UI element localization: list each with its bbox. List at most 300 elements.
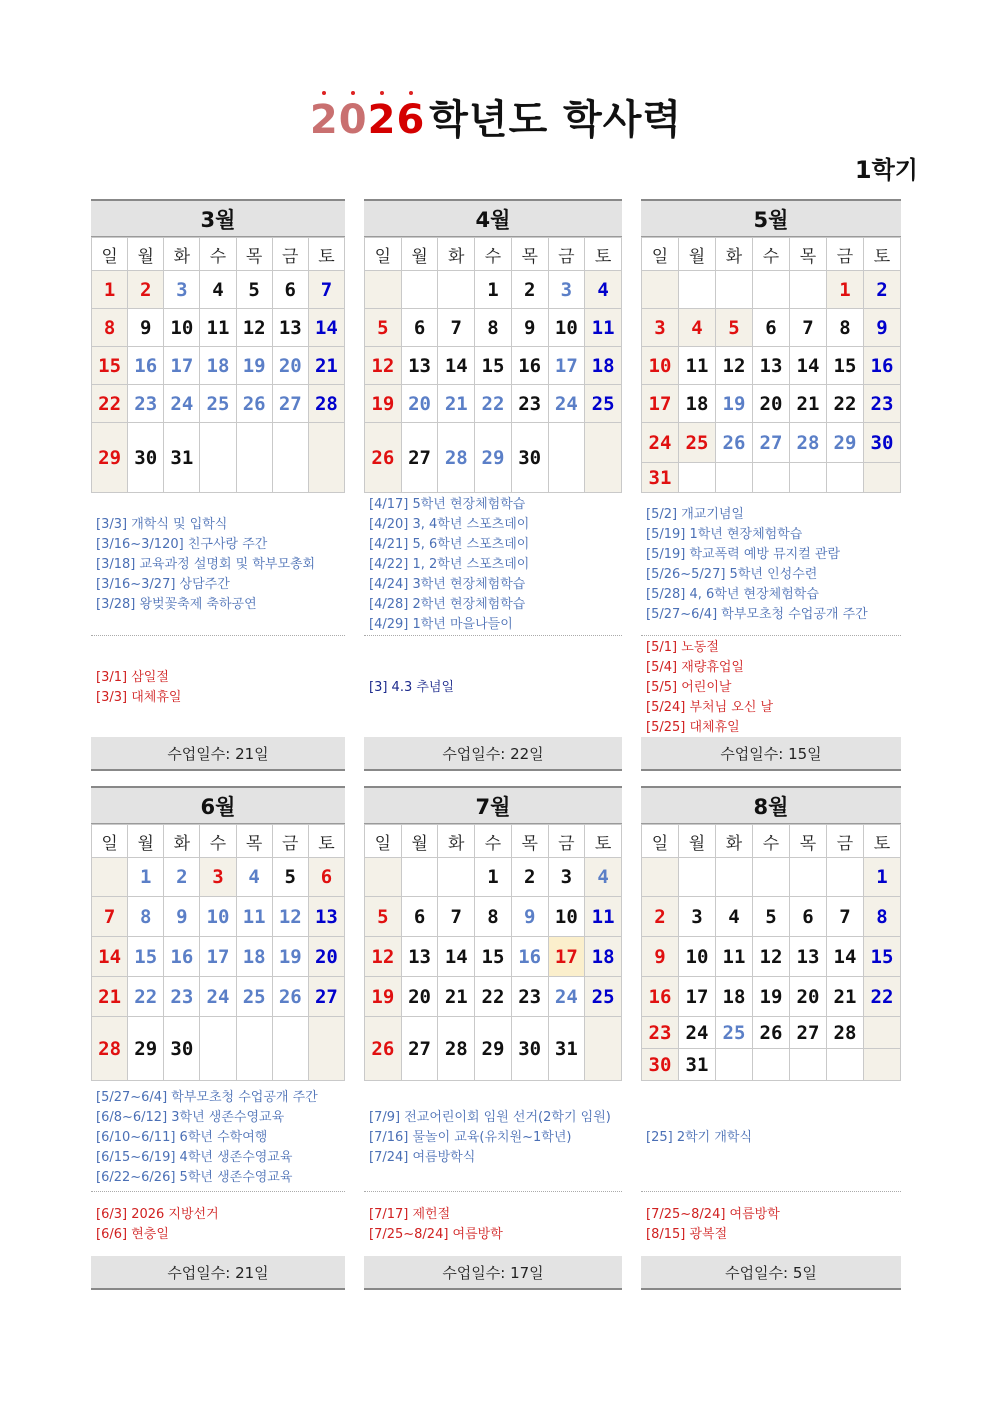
day-cell [585,1017,622,1081]
day-cell: 28 [827,1017,864,1049]
weekday-header: 토 [585,825,622,858]
weekday-header: 목 [790,238,827,271]
week-row [365,271,622,309]
week-row [642,1049,901,1081]
day-cell: 2 [511,271,548,309]
weekday-header: 토 [864,238,901,271]
day-cell: 14 [92,937,128,977]
day-cell: 17 [200,937,236,977]
day-cell: 11 [585,309,622,347]
day-cell: 5 [716,309,753,347]
weekday-header: 화 [438,238,475,271]
week-row [92,347,345,385]
day-cell: 26 [753,1017,790,1049]
day-cell: 10 [164,309,200,347]
day-cell: 28 [308,385,344,423]
day-cell: 18 [585,937,622,977]
day-cell: 1 [475,271,512,309]
day-cell: 19 [365,385,402,423]
week-row [642,271,901,309]
day-cell [679,463,716,493]
day-cell: 31 [548,1017,585,1081]
day-cell: 20 [753,385,790,423]
page-title [0,88,992,145]
holiday-item: [5/5] 어린이날 [646,680,732,695]
day-cell: 15 [827,347,864,385]
event-item: [5/28] 4, 6학년 현장체험학습 [646,587,819,602]
day-cell: 30 [511,423,548,493]
event-item: [5/27~6/4] 학부모초청 수업공개 주간 [646,607,868,622]
day-cell: 26 [272,977,308,1017]
event-item: [4/24] 3학년 현장체험학습 [369,577,526,592]
weekday-header: 월 [679,238,716,271]
weekday-header: 금 [548,825,585,858]
day-cell: 10 [679,937,716,977]
day-cell: 26 [716,423,753,463]
day-cell: 28 [790,423,827,463]
event-item: [7/16] 물놀이 교육(유치원~1학년) [369,1130,572,1145]
day-cell: 25 [200,385,236,423]
weekday-header: 일 [92,238,128,271]
week-row [642,977,901,1017]
holiday-item: [5/4] 재량휴업일 [646,660,744,675]
school-days-count: 수업일수: 21일 [91,737,345,771]
weekday-header: 일 [365,238,402,271]
weekday-header: 월 [401,825,438,858]
day-cell [272,423,308,493]
month-title: 6월 [91,786,345,824]
day-cell: 19 [716,385,753,423]
weekday-header: 수 [475,825,512,858]
title-text: 학년도 학사력 [429,97,683,143]
section-divider [91,635,345,636]
holiday-item: [7/25~8/24] 여름방학 [369,1227,503,1242]
week-row [365,385,622,423]
section-divider [641,635,901,636]
month-calendar-table [91,824,345,1081]
day-cell [236,423,272,493]
day-cell: 13 [308,897,344,937]
day-cell: 22 [475,385,512,423]
day-cell: 29 [827,423,864,463]
holiday-item: [8/15] 광복절 [646,1227,728,1242]
weekday-header: 목 [236,238,272,271]
month-title: 8월 [641,786,901,824]
day-cell: 14 [790,347,827,385]
day-cell [716,271,753,309]
day-cell: 20 [272,347,308,385]
week-row [365,347,622,385]
day-cell: 26 [365,423,402,493]
weekday-header: 금 [272,238,308,271]
day-cell: 26 [365,1017,402,1081]
title-year-digit: 6 [396,97,426,143]
day-cell: 19 [272,937,308,977]
event-item: [5/19] 학교폭력 예방 뮤지컬 관람 [646,547,841,562]
day-cell: 26 [236,385,272,423]
weekday-header: 일 [642,238,679,271]
month-events [96,1088,318,1188]
week-row [642,347,901,385]
day-cell: 27 [308,977,344,1017]
day-cell: 8 [475,309,512,347]
day-cell: 22 [128,977,164,1017]
holiday-item: [6/6] 현충일 [96,1227,169,1242]
day-cell: 24 [164,385,200,423]
day-cell [716,463,753,493]
day-cell: 9 [642,937,679,977]
weekday-header: 월 [128,238,164,271]
school-days-count: 수업일수: 17일 [364,1256,622,1290]
section-divider [364,1191,622,1192]
week-row [92,1017,345,1081]
week-row [642,309,901,347]
event-item: [3/16~3/120] 친구사랑 주간 [96,537,268,552]
day-cell: 25 [585,385,622,423]
day-cell: 3 [164,271,200,309]
day-cell: 25 [716,1017,753,1049]
month-title: 5월 [641,199,901,237]
day-cell: 12 [236,309,272,347]
section-divider [364,635,622,636]
day-cell: 17 [164,347,200,385]
day-cell: 7 [827,897,864,937]
day-cell: 13 [401,347,438,385]
day-cell: 2 [128,271,164,309]
day-cell: 15 [475,347,512,385]
weekday-header: 토 [585,238,622,271]
day-cell: 15 [92,347,128,385]
day-cell: 5 [365,897,402,937]
month-calendar-table [641,824,901,1081]
day-cell: 23 [128,385,164,423]
day-cell: 3 [548,271,585,309]
day-cell: 27 [401,1017,438,1081]
day-cell: 11 [236,897,272,937]
day-cell: 8 [864,897,901,937]
day-cell [753,1049,790,1081]
day-cell: 1 [475,858,512,897]
day-cell: 9 [511,897,548,937]
weekday-header: 화 [164,238,200,271]
day-cell [642,271,679,309]
day-cell: 9 [864,309,901,347]
day-cell: 4 [716,897,753,937]
event-item: [3/16~3/27] 상담주간 [96,577,230,592]
day-cell: 6 [308,858,344,897]
event-item: [7/24] 여름방학식 [369,1150,476,1165]
day-cell: 6 [753,309,790,347]
week-row [365,858,622,897]
day-cell: 12 [272,897,308,937]
week-row [642,897,901,937]
weekday-header: 수 [475,238,512,271]
event-item: [3/3] 개학식 및 입학식 [96,517,228,532]
event-item: [5/19] 1학년 현장체험학습 [646,527,803,542]
day-cell: 24 [679,1017,716,1049]
week-row [365,937,622,977]
day-cell: 17 [548,347,585,385]
day-cell: 20 [401,977,438,1017]
day-cell [200,1017,236,1081]
month-calendar-table [364,824,622,1081]
day-cell [753,271,790,309]
event-item: [6/8~6/12] 3학년 생존수영교육 [96,1110,285,1125]
day-cell: 5 [753,897,790,937]
holiday-item: [6/3] 2026 지방선거 [96,1207,219,1222]
day-cell: 8 [827,309,864,347]
weekday-header: 토 [308,825,344,858]
day-cell [92,858,128,897]
day-cell [308,423,344,493]
month-7 [364,786,622,1081]
week-row [642,1017,901,1049]
week-row [365,897,622,937]
day-cell: 4 [585,858,622,897]
day-cell: 22 [92,385,128,423]
day-cell: 3 [548,858,585,897]
day-cell [438,858,475,897]
event-item: [4/20] 3, 4학년 스포츠데이 [369,517,530,532]
day-cell: 9 [164,897,200,937]
day-cell: 19 [753,977,790,1017]
day-cell: 30 [164,1017,200,1081]
month-holidays [646,638,773,738]
day-cell: 25 [679,423,716,463]
day-cell: 4 [236,858,272,897]
school-days-count: 수업일수: 15일 [641,737,901,771]
event-item: [4/29] 1학년 마을나들이 [369,617,513,632]
month-6 [91,786,345,1081]
day-cell [790,271,827,309]
day-cell: 16 [128,347,164,385]
event-item: [4/28] 2학년 현장체험학습 [369,597,526,612]
day-cell: 16 [864,347,901,385]
weekday-header: 월 [401,238,438,271]
week-row [92,271,345,309]
day-cell: 18 [236,937,272,977]
school-days-count: 수업일수: 22일 [364,737,622,771]
day-cell: 7 [308,271,344,309]
day-cell: 13 [790,937,827,977]
day-cell: 10 [200,897,236,937]
weekday-header: 목 [511,238,548,271]
day-cell: 2 [164,858,200,897]
day-cell: 25 [585,977,622,1017]
day-cell: 20 [308,937,344,977]
day-cell [827,858,864,897]
holiday-item: [5/25] 대체휴일 [646,720,740,735]
title-year-digit: 2 [309,97,339,143]
day-cell: 10 [548,897,585,937]
month-events [646,1128,752,1148]
day-cell: 14 [438,347,475,385]
day-cell: 18 [200,347,236,385]
day-cell: 14 [308,309,344,347]
section-divider [641,1191,901,1192]
month-title: 4월 [364,199,622,237]
week-row [365,309,622,347]
day-cell [401,858,438,897]
weekday-header: 수 [200,825,236,858]
event-item: [4/17] 5학년 현장체험학습 [369,497,526,512]
event-item: [5/2] 개교기념일 [646,507,744,522]
day-cell: 16 [642,977,679,1017]
event-item: [5/26~5/27] 5학년 인성수련 [646,567,818,582]
day-cell: 11 [679,347,716,385]
day-cell [272,1017,308,1081]
weekday-header: 토 [308,238,344,271]
month-3 [91,199,345,493]
week-row [642,385,901,423]
day-cell: 25 [236,977,272,1017]
day-cell: 18 [716,977,753,1017]
day-cell [716,858,753,897]
day-cell: 12 [365,937,402,977]
day-cell: 27 [790,1017,827,1049]
day-cell [864,1049,901,1081]
week-row [92,858,345,897]
day-cell: 21 [92,977,128,1017]
day-cell: 8 [92,309,128,347]
day-cell: 16 [511,347,548,385]
day-cell: 16 [511,937,548,977]
day-cell [790,858,827,897]
day-cell: 13 [753,347,790,385]
day-cell [864,463,901,493]
day-cell [679,858,716,897]
semester-label: 1학기 [854,156,918,184]
day-cell: 21 [827,977,864,1017]
holiday-item: [7/25~8/24] 여름방학 [646,1207,780,1222]
day-cell [790,1049,827,1081]
day-cell: 11 [716,937,753,977]
month-title: 7월 [364,786,622,824]
month-5 [641,199,901,493]
event-item: [25] 2학기 개학식 [646,1130,753,1145]
day-cell [365,858,402,897]
day-cell: 11 [585,897,622,937]
day-cell [200,423,236,493]
day-cell: 1 [864,858,901,897]
week-row [642,423,901,463]
day-cell: 24 [548,385,585,423]
day-cell: 18 [585,347,622,385]
day-cell: 4 [585,271,622,309]
weekday-header: 화 [164,825,200,858]
day-cell: 23 [511,977,548,1017]
title-year-digit: 2 [367,97,397,143]
day-cell: 17 [679,977,716,1017]
month-title: 3월 [91,199,345,237]
day-cell: 8 [128,897,164,937]
event-item: [3/18] 교육과정 설명회 및 학부모총회 [96,557,316,572]
week-row [92,423,345,493]
day-cell [679,271,716,309]
day-cell: 28 [92,1017,128,1081]
holiday-item: [3/3] 대체휴일 [96,690,182,705]
event-item: [6/15~6/19] 4학년 생존수영교육 [96,1150,293,1165]
weekday-header: 일 [642,825,679,858]
day-cell: 4 [200,271,236,309]
day-cell: 31 [164,423,200,493]
week-row [92,309,345,347]
day-cell: 17 [548,937,585,977]
event-item: [6/10~6/11] 6학년 수학여행 [96,1130,268,1145]
weekday-header: 목 [511,825,548,858]
day-cell [642,858,679,897]
day-cell: 30 [864,423,901,463]
month-calendar-table [364,237,622,493]
day-cell: 17 [642,385,679,423]
day-cell: 5 [236,271,272,309]
day-cell: 23 [864,385,901,423]
day-cell: 4 [679,309,716,347]
day-cell: 14 [827,937,864,977]
day-cell [753,858,790,897]
event-item: [5/27~6/4] 학부모초청 수업공개 주간 [96,1090,318,1105]
day-cell: 12 [753,937,790,977]
day-cell: 5 [365,309,402,347]
week-row [92,897,345,937]
week-row [365,1017,622,1081]
day-cell [716,1049,753,1081]
day-cell: 15 [864,937,901,977]
day-cell: 27 [401,423,438,493]
day-cell [753,463,790,493]
month-holidays [96,1205,219,1245]
day-cell: 22 [864,977,901,1017]
weekday-header: 일 [365,825,402,858]
day-cell: 14 [438,937,475,977]
holiday-item: [3] 4.3 추념일 [369,680,455,695]
day-cell: 2 [864,271,901,309]
day-cell: 31 [642,463,679,493]
day-cell: 29 [475,1017,512,1081]
day-cell: 3 [642,309,679,347]
holiday-item: [7/17] 제헌절 [369,1207,451,1222]
day-cell: 15 [128,937,164,977]
weekday-header: 화 [716,238,753,271]
day-cell [308,1017,344,1081]
weekday-header: 수 [200,238,236,271]
title-year-digit: 0 [338,97,368,143]
day-cell: 10 [548,309,585,347]
section-divider [91,1191,345,1192]
weekday-header: 화 [716,825,753,858]
month-events [369,1108,611,1168]
day-cell: 3 [200,858,236,897]
event-item: [4/22] 1, 2학년 스포츠데이 [369,557,530,572]
day-cell: 2 [511,858,548,897]
day-cell: 13 [272,309,308,347]
weekday-header: 수 [753,825,790,858]
day-cell: 19 [365,977,402,1017]
day-cell: 30 [642,1049,679,1081]
day-cell: 28 [438,423,475,493]
day-cell: 22 [475,977,512,1017]
day-cell [401,271,438,309]
day-cell: 6 [272,271,308,309]
weekday-header: 금 [548,238,585,271]
day-cell: 6 [790,897,827,937]
day-cell [365,271,402,309]
school-days-count: 수업일수: 21일 [91,1256,345,1290]
day-cell [790,463,827,493]
day-cell: 1 [92,271,128,309]
day-cell: 9 [511,309,548,347]
month-events [96,515,315,615]
